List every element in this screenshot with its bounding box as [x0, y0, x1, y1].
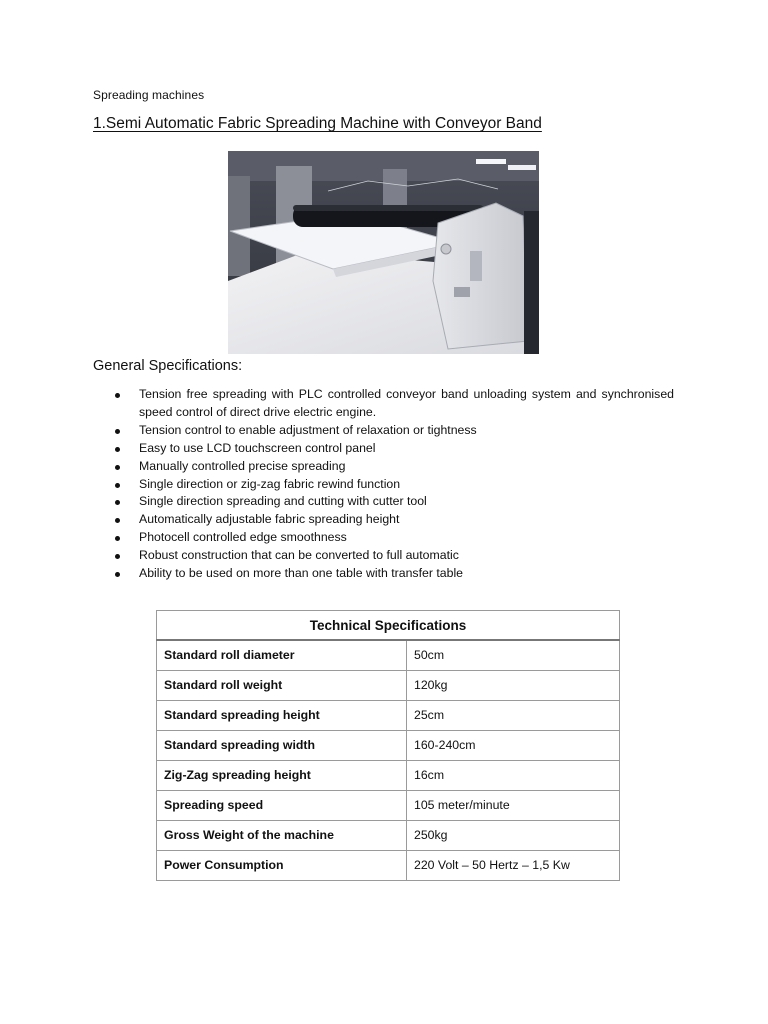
spec-value: 25cm — [407, 701, 620, 731]
spec-label: Standard roll weight — [157, 671, 407, 701]
table-row — [157, 761, 620, 791]
page-title: 1.Semi Automatic Fabric Spreading Machine with Conveyor Band — [93, 115, 542, 132]
list-item — [113, 422, 674, 440]
list-item — [113, 493, 674, 511]
bullet-icon — [115, 518, 120, 523]
spec-value: 120kg — [407, 671, 620, 701]
list-item — [113, 565, 674, 583]
bullet-icon — [115, 554, 120, 559]
bullet-icon — [115, 447, 120, 452]
bullet-icon — [115, 536, 120, 541]
feature-text: Ability to be used on more than one table with transfer table — [139, 566, 464, 581]
list-item — [113, 476, 674, 494]
table-row — [157, 791, 620, 821]
feature-text: Manually controlled precise spreading — [139, 458, 346, 473]
bullet-icon — [115, 483, 120, 488]
bullet-icon — [115, 465, 120, 470]
table-row — [157, 851, 620, 881]
technical-specs-table — [156, 610, 620, 881]
table-row — [157, 701, 620, 731]
bullet-icon — [115, 429, 120, 434]
feature-text: Single direction or zig-zag fabric rewind function — [139, 476, 401, 491]
spec-value: 50cm — [407, 640, 620, 671]
spec-label: Standard roll diameter — [157, 640, 407, 671]
spec-label: Gross Weight of the machine — [157, 821, 407, 851]
table-header-row — [157, 611, 620, 641]
spec-value: 105 meter/minute — [407, 791, 620, 821]
features-list — [113, 386, 674, 583]
spec-label: Standard spreading height — [157, 701, 407, 731]
spec-value: 220 Volt – 50 Hertz – 1,5 Kw — [407, 851, 620, 881]
spec-value: 250kg — [407, 821, 620, 851]
table-row — [157, 821, 620, 851]
feature-text: Robust construction that can be converted to full automatic — [139, 548, 459, 563]
table-row — [157, 640, 620, 671]
feature-text: Tension free spreading with PLC controlled conveyor band unloading system and synchronised speed control of direct drive electric engine. — [139, 387, 674, 419]
machine-photo — [228, 151, 539, 354]
list-item — [113, 386, 674, 422]
list-item — [113, 547, 674, 565]
feature-text: Single direction spreading and cutting with cutter tool — [139, 494, 427, 509]
feature-text: Automatically adjustable fabric spreading height — [139, 512, 400, 527]
feature-text: Photocell controlled edge smoothness — [139, 530, 347, 545]
spec-value: 160-240cm — [407, 731, 620, 761]
spec-label: Spreading speed — [157, 791, 407, 821]
table-row — [157, 731, 620, 761]
list-item — [113, 440, 674, 458]
feature-text: Easy to use LCD touchscreen control panel — [139, 440, 376, 455]
bullet-icon — [115, 393, 120, 398]
general-specs-title: General Specifications: — [93, 358, 243, 374]
list-item — [113, 529, 674, 547]
bullet-icon — [115, 572, 120, 577]
table-title: Technical Specifications — [157, 611, 620, 641]
spec-label: Power Consumption — [157, 851, 407, 881]
spec-label: Standard spreading width — [157, 731, 407, 761]
table-row — [157, 671, 620, 701]
list-item — [113, 458, 674, 476]
bullet-icon — [115, 500, 120, 505]
feature-text: Tension control to enable adjustment of relaxation or tightness — [139, 422, 477, 437]
spec-label: Zig-Zag spreading height — [157, 761, 407, 791]
section-label: Spreading machines — [93, 88, 205, 102]
list-item — [113, 511, 674, 529]
spec-value: 16cm — [407, 761, 620, 791]
